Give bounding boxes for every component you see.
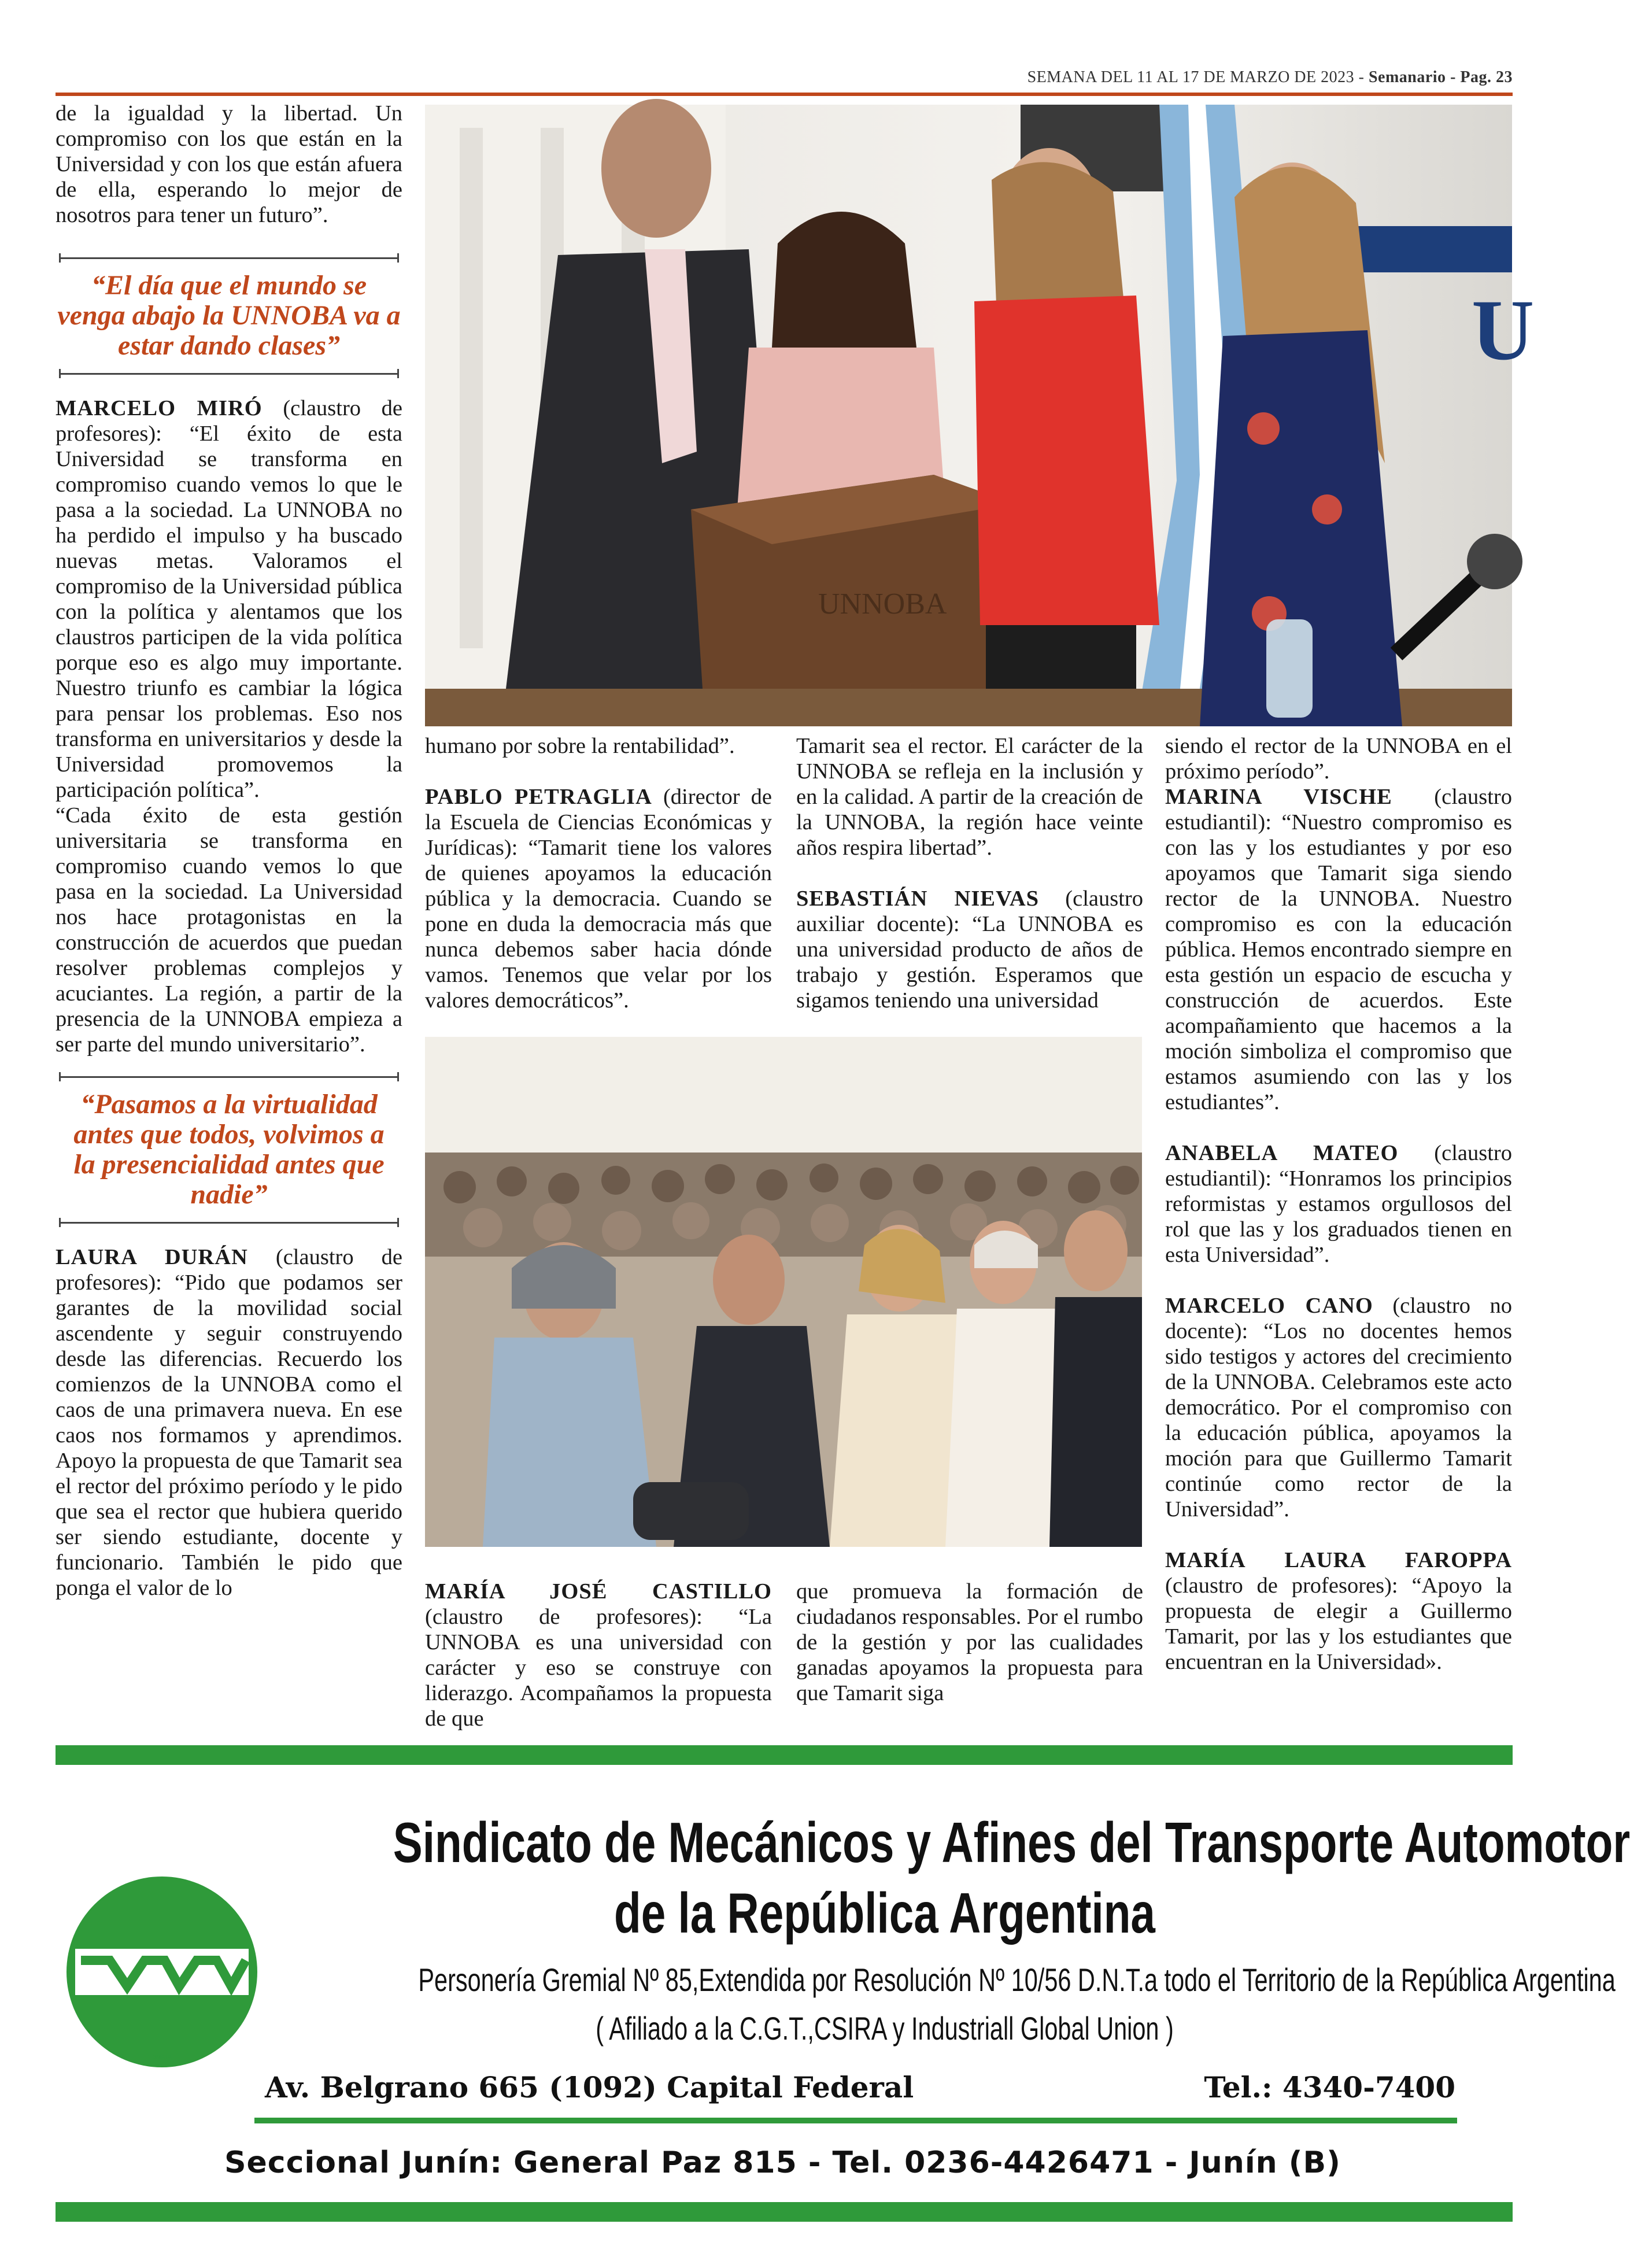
pull-quote-text: “El día que el mundo se venga abajo la UNNOBA va a estar dando clases” [57, 270, 401, 361]
photo-illustration [425, 105, 1535, 726]
paragraph: MARCELO MIRÓ (claustro de profesores): “El éxito de esta Universidad se transforma en compromiso cuando vemos lo que le pasa a la sociedad. La UNNOBA no ha perdido el impulso y ha buscado nuevas metas. Valoramos el compromiso de la Universidad pública con la política y alentamos que los claustros participen de la vida política porque eso es algo muy importante. Nuestro triunfo es cambiar la lógica para pensar los problemas. Eso nos transforma en universitarios y desde la Universidad promovemos la participación política”. [56, 396, 402, 802]
pull-quote [56, 1072, 402, 1227]
union-name-line1: Sindicato de Mecánicos y Afines del Transporte Automotor [393, 1811, 1630, 1874]
paragraph: MARÍA LAURA FAROPPA (claustro de profesores): “Apoyo la propuesta de elegir a Guillermo Tamarit, por las y los estudiantes que encuentran en la Universidad». [1165, 1548, 1512, 1674]
ad-bottom-bar [56, 2202, 1513, 2222]
column-3 [796, 733, 1143, 1013]
paragraph: Tamarit sea el rector. El carácter de la UNNOBA se refleja en la inclusión y en la calidad. A partir de la creación de la UNNOBA, la región hace veinte años respira libertad”. [796, 734, 1143, 860]
pull-quote-rule [59, 1218, 399, 1227]
pull-quote-text: “Pasamos a la virtualidad antes que todos, volvimos a la presencialidad antes que nadie” [73, 1089, 385, 1210]
page-header [56, 68, 1513, 91]
speaker-name: MARCELO CANO [1165, 1294, 1373, 1318]
logo-text: SMATA [152, 2054, 172, 2060]
column-4 [1165, 733, 1512, 1675]
speaker-name: MARINA VISCHE [1165, 785, 1392, 809]
paragraph: MARINA VISCHE (claustro estudiantil): “Nuestro compromiso es con las y los estudiantes y por eso apoyamos que Tamarit siga siendo rector de la UNNOBA. Nuestro compromiso es con la educación pública. Hemos encontrado siempre en esta gestión un espacio de escucha y construcción de acuerdos. Este acompañamiento que hacemos a la moción simboliza el compromiso que estamos asumiendo con las y los estudiantes”. [1165, 785, 1512, 1114]
publication-name: Semanario [1368, 68, 1446, 86]
pull-quote-rule [59, 253, 399, 263]
column-1 [56, 101, 402, 1601]
pull-quote-rule [59, 1072, 399, 1081]
speaker-name: MARÍA JOSÉ CASTILLO [425, 1579, 772, 1604]
column-2-bottom [425, 1579, 772, 1731]
paragraph: PABLO PETRAGLIA (director de la Escuela de Ciencias Económicas y Jurídicas): “Tamarit tiene los valores de quienes apoyamos la educación pública y la democracia. Cuando se pone en duda la democracia más que nunca debemos saber hacia dónde vamos. Tenemos que velar por los valores democráticos”. [425, 785, 773, 1013]
photo-illustration [425, 1037, 1142, 1547]
ad-top-bar [56, 1745, 1513, 1765]
smata-logo-icon [64, 1874, 260, 2070]
pull-quote [56, 253, 402, 378]
union-name-line2: de la República Argentina [614, 1881, 1155, 1945]
union-legal-line1: Personería Gremial Nº 85,Extendida por Resolución Nº 10/56 D.N.T.a todo el Territorio de la República Argentina [418, 1962, 1616, 1998]
header-rule [56, 93, 1513, 96]
union-address: Av. Belgrano 665 (1092) Capital Federal [265, 2070, 914, 2104]
speaker-name: SEBASTIÁN NIEVAS [796, 886, 1040, 911]
speaker-name: MARÍA LAURA FAROPPA [1165, 1548, 1512, 1572]
photo-audience-applauding [425, 1037, 1142, 1547]
photo-ceremony-urn [425, 105, 1535, 726]
urn-label: UNNOBA [818, 588, 947, 620]
speaker-name: MARCELO MIRÓ [56, 396, 263, 420]
backdrop-letter: U [1472, 282, 1535, 378]
paragraph: humano por sobre la rentabilidad”. [425, 734, 735, 758]
pull-quote-rule [59, 369, 399, 378]
paragraph: SEBASTIÁN NIEVAS (claustro auxiliar docente): “La UNNOBA es una universidad producto de años de trabajo y gestión. Esperamos que sigamos teniendo una universidad [796, 886, 1143, 1013]
column-3-bottom [796, 1579, 1143, 1706]
paragraph: siendo el rector de la UNNOBA en el próximo período”. [1165, 734, 1512, 784]
issue-date: SEMANA DEL 11 AL 17 DE MARZO DE 2023 - [1027, 68, 1369, 86]
column-2 [425, 733, 772, 1013]
paragraph: ANABELA MATEO (claustro estudiantil): “Honramos los principios reformistas y estamos orgullosos del rol que las y los graduados tienen en esta Universidad”. [1165, 1141, 1512, 1267]
union-legal-line2: ( Afiliado a la C.G.T.,CSIRA y Industriall Global Union ) [596, 2010, 1174, 2047]
speaker-name: LAURA DURÁN [56, 1245, 248, 1269]
speaker-name: PABLO PETRAGLIA [425, 785, 652, 809]
ad-mid-bar [254, 2118, 1457, 2123]
paragraph: que promueva la formación de ciudadanos responsables. Por el rumbo de la gestión y por las cualidades ganadas apoyamos la propuesta para que Tamarit siga [796, 1579, 1143, 1705]
paragraph: de la igualdad y la libertad. Un compromiso con los que están en la Universidad y con los que están afuera de ella, esperando lo mejor de nosotros para tener un futuro”. [56, 101, 402, 227]
page-number: - Pag. 23 [1446, 68, 1513, 86]
speaker-name: ANABELA MATEO [1165, 1141, 1399, 1165]
union-logo [64, 1874, 260, 2070]
union-phone: Tel.: 4340-7400 [1204, 2070, 1455, 2104]
paragraph: LAURA DURÁN (claustro de profesores): “Pido que podamos ser garantes de la movilidad social ascendente y seguir construyendo desde las diferencias. Recuerdo los comienzos de la UNNOBA como el caos de una primavera nueva. En ese caos nos formamos y aprendimos. Apoyo la propuesta de que Tamarit sea el rector del próximo período y le pido que sea el rector que hubiera querido ser siendo estudiante, docente y funcionario. También le pido que ponga el valor de lo [56, 1245, 402, 1600]
seccional-junin: Seccional Junín: General Paz 815 - Tel. 0236-4426471 - Junín (B) [224, 2145, 1341, 2180]
paragraph: “Cada éxito de esta gestión universitaria se transforma en compromiso cuando vemos lo que pasa en la sociedad. La Universidad nos hace protagonistas en la construcción de acuerdos que puedan resolver problemas complejos y acuciantes. La región, a partir de la presencia de la UNNOBA empieza a ser parte del mundo universitario”. [56, 803, 402, 1057]
paragraph: MARÍA JOSÉ CASTILLO (claustro de profesores): “La UNNOBA es una universidad con carácter y eso se construye con liderazgo. Acompañamos la propuesta de que [425, 1579, 772, 1731]
paragraph: MARCELO CANO (claustro no docente): “Los no docentes hemos sido testigos y actores del crecimiento de la UNNOBA. Celebramos este acto democrático. Por el compromiso con la educación pública, apoyamos la moción para que Guillermo Tamarit continúe como rector de la Universidad”. [1165, 1294, 1512, 1521]
